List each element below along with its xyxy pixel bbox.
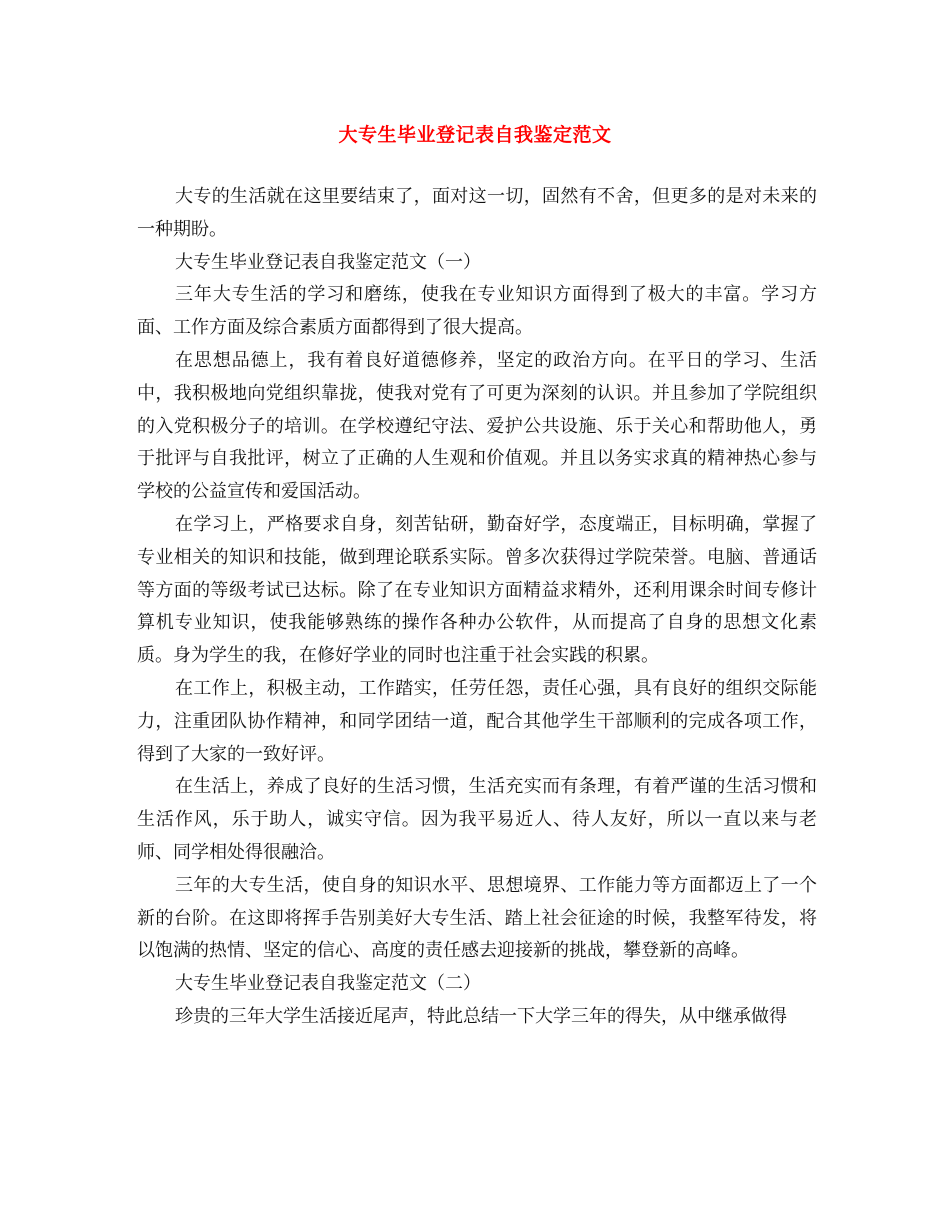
document-body [137,181,817,1034]
section-heading-2: 大专生毕业登记表自我鉴定范文（二） [175,973,481,995]
intro-paragraph: 大专的生活就在这里要结束了，面对这一切，固然有不舍，但更多的是对未来的一种期盼。 [137,186,817,240]
paragraph-second-intro: 珍贵的三年大学生活接近尾声，特此总结一下大学三年的得失，从中继承做得 [175,1005,787,1027]
paragraph-study: 在学习上，严格要求自身，刻苦钻研，勤奋好学，态度端正，目标明确，掌握了专业相关的知识和技能，做到理论联系实际。曾多次获得过学院荣誉。电脑、普通话等方面的等级考试已达标。除了在专业知识方面精益求精外，还利用课余时间专修计算机专业知识，使我能够熟练的操作各种办公软件，从而提高了自身的思想文化素质。身为学生的我，在修好学业的同时也注重于社会实践的积累。 [137,513,817,667]
paragraph-work: 在工作上，积极主动，工作踏实，任劳任怨，责任心强，具有良好的组织交际能力，注重团队协作精神，和同学团结一道，配合其他学生干部顺利的完成各项工作，得到了大家的一致好评。 [137,677,817,765]
section-heading-1: 大专生毕业登记表自我鉴定范文（一） [175,251,481,273]
document-title: 大专生毕业登记表自我鉴定范文 [338,124,612,146]
paragraph-summary: 三年的大专生活，使自身的知识水平、思想境界、工作能力等方面都迈上了一个新的台阶。在这即将挥手告别美好大专生活、踏上社会征途的时候，我整军待发，将以饱满的热情、坚定的信心、高度的责任感去迎接新的挑战，攀登新的高峰。 [137,874,817,962]
paragraph-study-overview: 三年大专生活的学习和磨练，使我在专业知识方面得到了极大的丰富。学习方面、工作方面及综合素质方面都得到了很大提高。 [137,284,817,339]
paragraph-life: 在生活上，养成了良好的生活习惯，生活充实而有条理，有着严谨的生活习惯和生活作风，乐于助人，诚实守信。因为我平易近人、待人友好，所以一直以来与老师、同学相处得很融洽。 [137,776,817,863]
paragraph-moral: 在思想品德上，我有着良好道德修养，坚定的政治方向。在平日的学习、生活中，我积极地向党组织靠拢，使我对党有了可更为深刻的认识。并且参加了学院组织的入党积极分子的培训。在学校遵纪守法、爱护公共设施、乐于关心和帮助他人，勇于批评与自我批评，树立了正确的人生观和价值观。并且以务实求真的精神热心参与学校的公益宣传和爱国活动。 [137,349,817,503]
